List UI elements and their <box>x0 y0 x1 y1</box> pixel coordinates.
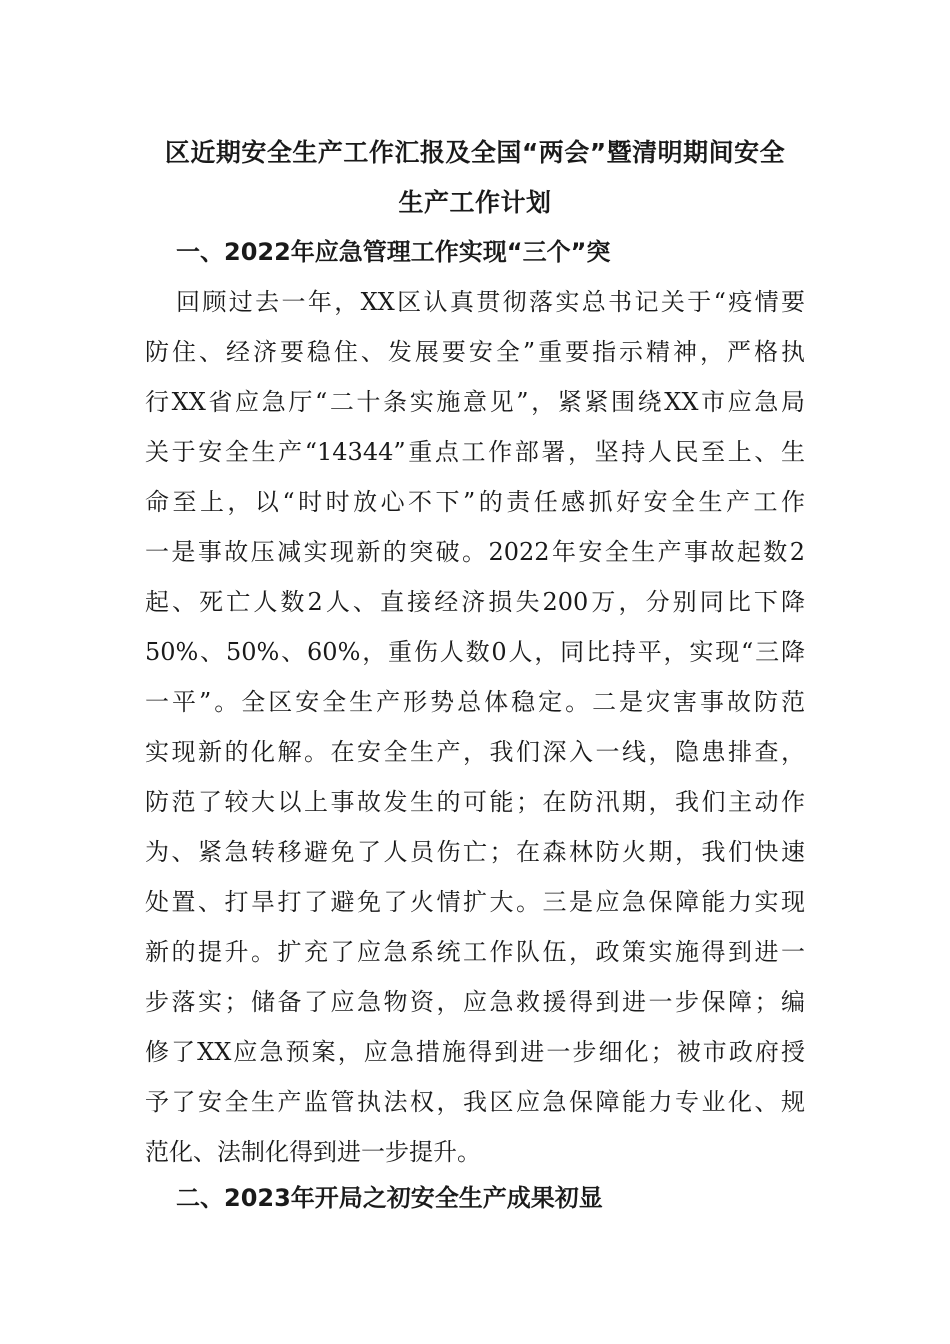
body-line: 修了XX应急预案，应急措施得到进一步细化；被市政府授 <box>145 1038 805 1066</box>
body-line: 实现新的化解。在安全生产，我们深入一线，隐患排查， <box>145 738 805 766</box>
body-line: 处置、打旱打了避免了火情扩大。三是应急保障能力实现 <box>145 888 805 916</box>
body-line: 50%、50%、60%，重伤人数0人，同比持平，实现“三降 <box>145 638 805 666</box>
body-line: 范化、法制化得到进一步提升。 <box>145 1138 481 1166</box>
body-line: 命至上，以“时时放心不下”的责任感抓好安全生产工作 <box>145 488 805 516</box>
body-line: 起、死亡人数2人、直接经济损失200万，分别同比下降 <box>145 588 805 616</box>
body-line: 防住、经济要稳住、发展要安全”重要指示精神，严格执 <box>145 338 805 366</box>
body-line: 关于安全生产“14344”重点工作部署，坚持人民至上、生 <box>145 438 805 466</box>
section-heading-1: 一、2022年应急管理工作实现“三个”突 <box>176 238 611 266</box>
body-line: 回顾过去一年，XX区认真贯彻落实总书记关于“疫情要 <box>176 288 805 316</box>
body-line: 行XX省应急厅“二十条实施意见”，紧紧围绕XX市应急局 <box>145 388 805 416</box>
document-title-line-2: 生产工作计划 <box>398 188 552 217</box>
body-line: 一是事故压减实现新的突破。2022年安全生产事故起数2 <box>145 538 805 566</box>
body-line: 防范了较大以上事故发生的可能；在防汛期，我们主动作 <box>145 788 805 816</box>
document-title-line-1: 区近期安全生产工作汇报及全国“两会”暨清明期间安全 <box>164 138 786 167</box>
body-line: 一平”。全区安全生产形势总体稳定。二是灾害事故防范 <box>145 688 805 716</box>
section-heading-2: 二、2023年开局之初安全生产成果初显 <box>176 1184 603 1212</box>
body-line: 予了安全生产监管执法权，我区应急保障能力专业化、规 <box>145 1088 805 1116</box>
body-line: 为、紧急转移避免了人员伤亡；在森林防火期，我们快速 <box>145 838 805 866</box>
body-line: 步落实；储备了应急物资，应急救援得到进一步保障；编 <box>145 988 805 1016</box>
body-line: 新的提升。扩充了应急系统工作队伍，政策实施得到进一 <box>145 938 805 966</box>
